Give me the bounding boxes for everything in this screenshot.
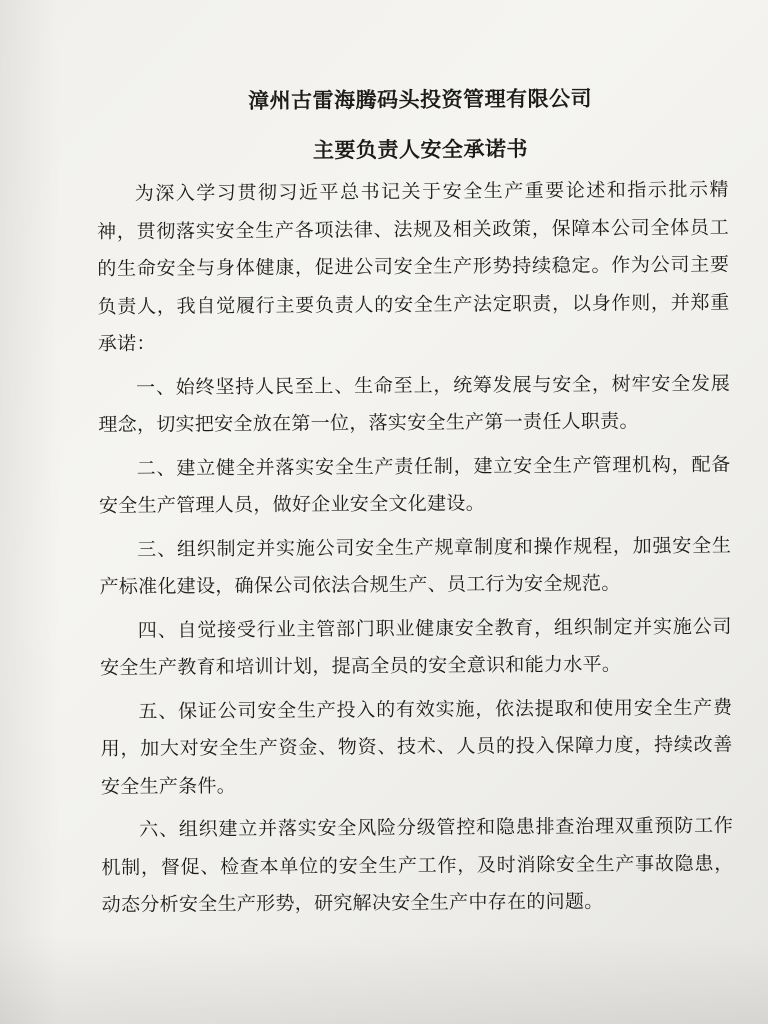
document-body: [96, 78, 734, 931]
commitment-item-1: 一、始终坚持人民至上、生命至上，统筹发展与安全，树牢安全发展理念，切实把安全放在第一位，落实安全生产第一责任人职责。: [98, 372, 731, 436]
intro-paragraph: 为深入学习贯彻习近平总书记关于安全生产重要论述和指示批示精神，贯彻落实安全生产各项法律、法规及相关政策，保障本公司全体员工的生命安全与身体健康，促进公司安全生产形势持续稳定。作为公司主要负责人，我自觉履行主要负责人的安全生产法定职责，以身作则，并郑重承诺：: [96, 178, 730, 355]
commitment-item-2: 二、建立健全并落实安全生产责任制，建立安全生产管理机构，配备安全生产管理人员，做好企业安全文化建设。: [98, 453, 731, 517]
commitment-item-5: 五、保证公司安全生产投入的有效实施，依法提取和使用安全生产费用，加大对安全生产资金、物资、技术、人员的投入保障力度，持续改善安全生产条件。: [100, 696, 733, 798]
commitment-item-4: 四、自觉接受行业主管部门职业健康安全教育，组织制定并实施公司安全生产教育和培训计划，提高全员的安全意识和能力水平。: [100, 615, 732, 679]
company-title: 漳州古雷海腾码头投资管理有限公司: [248, 85, 593, 113]
page-shadow-bottom: [0, 934, 768, 1024]
commitment-item-6: 六、组织建立并落实安全风险分级管控和隐患排查治理双重预防工作机制，督促、检查本单位的安全生产工作，及时消除安全生产事故隐患，动态分析安全生产形势，研究解决安全生产中存在的问题。: [101, 814, 734, 916]
document-subtitle: 主要负责人安全承诺书: [312, 135, 529, 163]
commitment-item-3: 三、组织制定并实施公司安全生产规章制度和操作规程，加强安全生产标准化建设，确保公司依法合规生产、员工行为安全规范。: [99, 534, 732, 598]
page-shadow-left: [0, 0, 60, 1024]
